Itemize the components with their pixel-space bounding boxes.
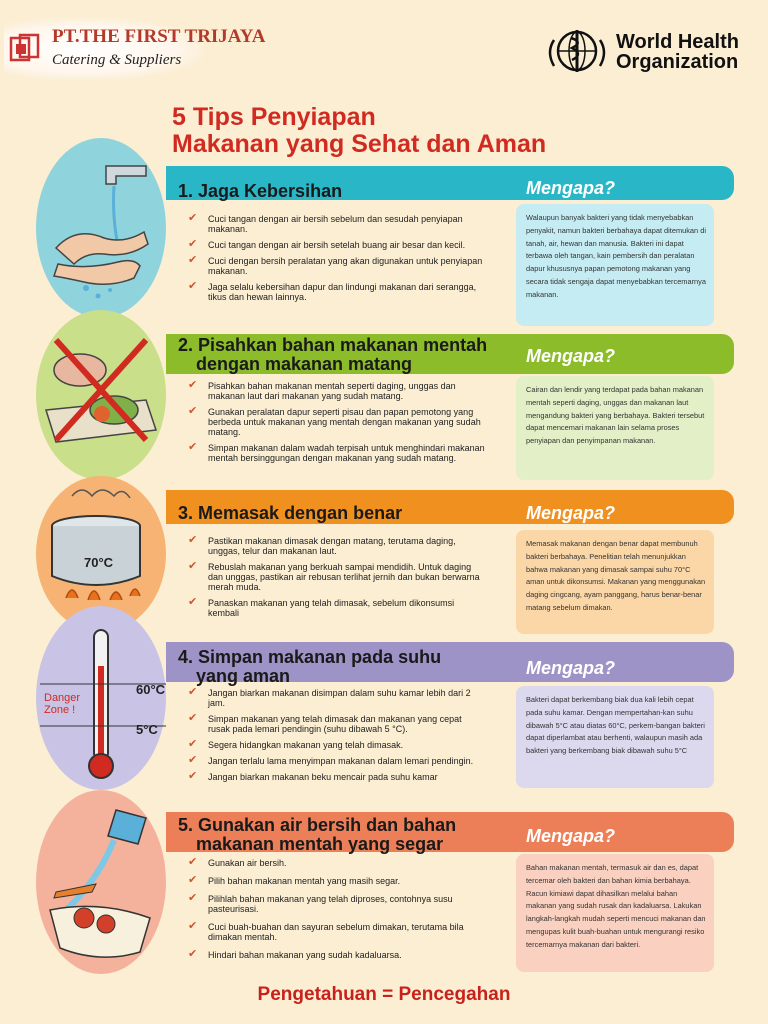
section-3-why-label: Mengapa? <box>526 503 616 523</box>
section-1-illustration <box>36 138 166 318</box>
section-2-heading: 2. Pisahkan bahan makanan mentah dengan makanan matang <box>178 335 488 374</box>
list-item: ✔ Pilihlah bahan makanan yang telah diproses, contohnya susu pasteurisasi. <box>188 892 453 914</box>
section-5-why-box <box>516 854 714 972</box>
check-icon: ✔ <box>188 920 198 932</box>
check-icon: ✔ <box>188 212 198 224</box>
check-icon: ✔ <box>188 686 198 698</box>
section-5-why-label: Mengapa? <box>526 826 616 846</box>
check-icon: ✔ <box>188 379 198 391</box>
section-3-heading: 3. Memasak dengan benar <box>178 503 403 523</box>
list-item: ✔ Jangan biarkan makanan beku mencair pada suhu kamar <box>188 770 438 782</box>
company-logo <box>4 18 266 80</box>
section-2-why-text: Cairan dan lendir yang terdapat pada bahan makanan mentah seperti daging, unggas dan makanan laut mengandung bakteri yang berbahaya. Bakteri tersebut dapat mencemari makanan lain selama proses penyiapan dan penyimpanan makanan. <box>526 385 705 446</box>
section-5-illustration <box>36 790 166 974</box>
check-icon: ✔ <box>188 280 198 292</box>
handwashing-icon <box>36 138 166 318</box>
page-title: 5 Tips Penyiapan Makanan yang Sehat dan Aman <box>172 103 547 158</box>
section-1-heading: 1. Jaga Kebersihan <box>178 181 343 201</box>
section-2-tips <box>186 381 486 463</box>
list-item: ✔ Hindari bahan makanan yang sudah kadaluarsa. <box>188 948 402 960</box>
list-item: ✔ Gunakan air bersih. <box>188 856 287 868</box>
section-4-why-box <box>516 686 714 788</box>
section-2-illustration <box>36 310 166 480</box>
list-item: ✔ Simpan makanan dalam wadah terpisah untuk menghindari makanan mentah bersinggungan dengan makanan yang sudah matang. <box>188 441 485 463</box>
who-logo <box>544 26 744 76</box>
list-item: ✔ Cuci tangan dengan air bersih setelah buang air besar dan kecil. <box>188 238 466 250</box>
company-emblem-icon <box>8 32 42 66</box>
list-item: ✔ Pilih bahan makanan mentah yang masih segar. <box>188 874 401 886</box>
temp-low-label: 5°C <box>136 722 158 737</box>
section-4-why-label: Mengapa? <box>526 658 616 678</box>
list-item: ✔ Jangan terlalu lama menyimpan makanan dalam lemari pendingin. <box>188 754 474 766</box>
section-1-why-box <box>516 204 714 326</box>
section-4-heading: 4. Simpan makanan pada suhu yang aman <box>178 647 442 686</box>
check-icon: ✔ <box>188 596 198 608</box>
list-item: ✔ Jaga selalu kebersihan dapur dan lindungi makanan dari serangga, tikus dan hewan lainnya. <box>188 280 477 302</box>
section-2-why-box <box>516 376 714 480</box>
check-icon: ✔ <box>188 892 198 904</box>
list-item: ✔ Pastikan makanan dimasak dengan matang, terutama daging, unggas, telur dan makanan laut. <box>188 534 456 556</box>
list-item: ✔ Cuci tangan dengan air bersih sebelum dan sesudah penyiapan makanan. <box>188 212 463 234</box>
list-item: ✔ Panaskan makanan yang telah dimasak, sebelum dikonsumsi kembali <box>188 596 455 618</box>
list-item: ✔ Pisahkan bahan makanan mentah seperti daging, unggas dan makanan laut dari makanan yang sudah matang. <box>188 379 456 401</box>
check-icon: ✔ <box>188 738 198 750</box>
list-item: ✔ Cuci dengan bersih peralatan yang akan digunakan untuk penyiapan makanan. <box>188 254 483 276</box>
check-icon: ✔ <box>188 948 198 960</box>
list-item: ✔ Jangan biarkan makanan disimpan dalam suhu kamar lebih dari 2 jam. <box>188 686 471 708</box>
list-item: ✔ Rebuslah makanan yang berkuah sampai mendidih. Untuk daging dan unggas, pastikan air rebusan terlihat jernih dan bukan berwarna merah muda. <box>188 560 480 592</box>
check-icon: ✔ <box>188 405 198 417</box>
who-emblem-icon <box>544 26 610 76</box>
check-icon: ✔ <box>188 712 198 724</box>
section-3-why-text: Memasak makanan dengan benar dapat membunuh bakteri berbahaya. Penelitian telah menunjukkan bahwa makanan yang dimasak sampai suhu 70°C aman untuk dikonsumsi. Makanan yang menggunakan daging cingcang, ayam panggang, harus benar-benar matang sebelum dimakan. <box>526 539 706 612</box>
company-subtitle: Catering & Suppliers <box>52 52 182 68</box>
check-icon: ✔ <box>188 770 198 782</box>
pot-temperature-label: 70°C <box>84 555 114 570</box>
section-4-tips <box>186 688 486 782</box>
section-1-tips <box>186 214 486 302</box>
check-icon: ✔ <box>188 254 198 266</box>
company-name: PT.THE FIRST TRIJAYA <box>52 26 266 47</box>
check-icon: ✔ <box>188 560 198 572</box>
section-1-why-text: Walaupun banyak bakteri yang tidak menyebabkan penyakit, namun bakteri berbahaya dapat ditemukan di tanah, air, hewan dan manusia. Bakteri ini dapat terbawa oleh tangan, kain pembersih dan peralatan dapur khususnya papan pemotong makanan yang secara tidak sengaja dapat menyebabkan tercemarnya makanan. <box>526 213 706 299</box>
danger-zone-label: Danger Zone ! <box>44 692 81 716</box>
check-icon: ✔ <box>188 874 198 886</box>
who-name: World Health Organization <box>616 31 739 73</box>
section-5-heading: 5. Gunakan air bersih dan bahan makanan mentah yang segar <box>178 815 457 854</box>
washing-vegetables-icon <box>36 790 166 974</box>
section-1-why-label: Mengapa? <box>526 178 616 198</box>
section-5-why-text: Bahan makanan mentah, termasuk air dan es, dapat tercemar oleh bakteri dan bahan kimia berbahaya. Racun kimiawi dapat dihasilkan melalui bahan makanan yang sudah rusak dan kadaluarsa. Lakukan langkah-langkah mudah seperti mencuci makanan dan mengupas kulit buah-buahan untuk mengurangi resiko tercemarnya makanan dari bakteri. <box>526 863 706 949</box>
section-2-why-label: Mengapa? <box>526 346 616 366</box>
check-icon: ✔ <box>188 856 198 868</box>
list-item: ✔ Cuci buah-buahan dan sayuran sebelum dimakan, terutama bila dimakan mentah. <box>188 920 464 942</box>
section-3-why-box <box>516 530 714 634</box>
check-icon: ✔ <box>188 238 198 250</box>
list-item: ✔ Simpan makanan yang telah dimasak dan makanan yang cepat rusak pada lemari pendingin (suhu dibawah 5 °C). <box>188 712 462 734</box>
check-icon: ✔ <box>188 534 198 546</box>
section-3-tips <box>186 536 486 618</box>
separate-food-icon <box>36 310 166 480</box>
check-icon: ✔ <box>188 441 198 453</box>
section-5-tips <box>186 858 486 960</box>
list-item: ✔ Gunakan peralatan dapur seperti pisau dan papan pemotong yang berbeda untuk makanan yang mentah dengan makanan yang sudah matang. <box>188 405 481 437</box>
footer-slogan: Pengetahuan = Pencegahan <box>257 984 511 1005</box>
temp-high-label: 60°C <box>136 682 166 697</box>
list-item: ✔ Segera hidangkan makanan yang telah dimasak. <box>188 738 404 750</box>
section-4-why-text: Bakteri dapat berkembang biak dua kali lebih cepat pada suhu kamar. Dengan mempertahan-kan suhu dibawah 5°C atau diatas 60°C, perkem-bangan bakteri dapat diperlambat atau berhenti, walaupun masih ada bakteri yang berkembang biak dibawah suhu 5°C <box>526 695 705 756</box>
check-icon: ✔ <box>188 754 198 766</box>
